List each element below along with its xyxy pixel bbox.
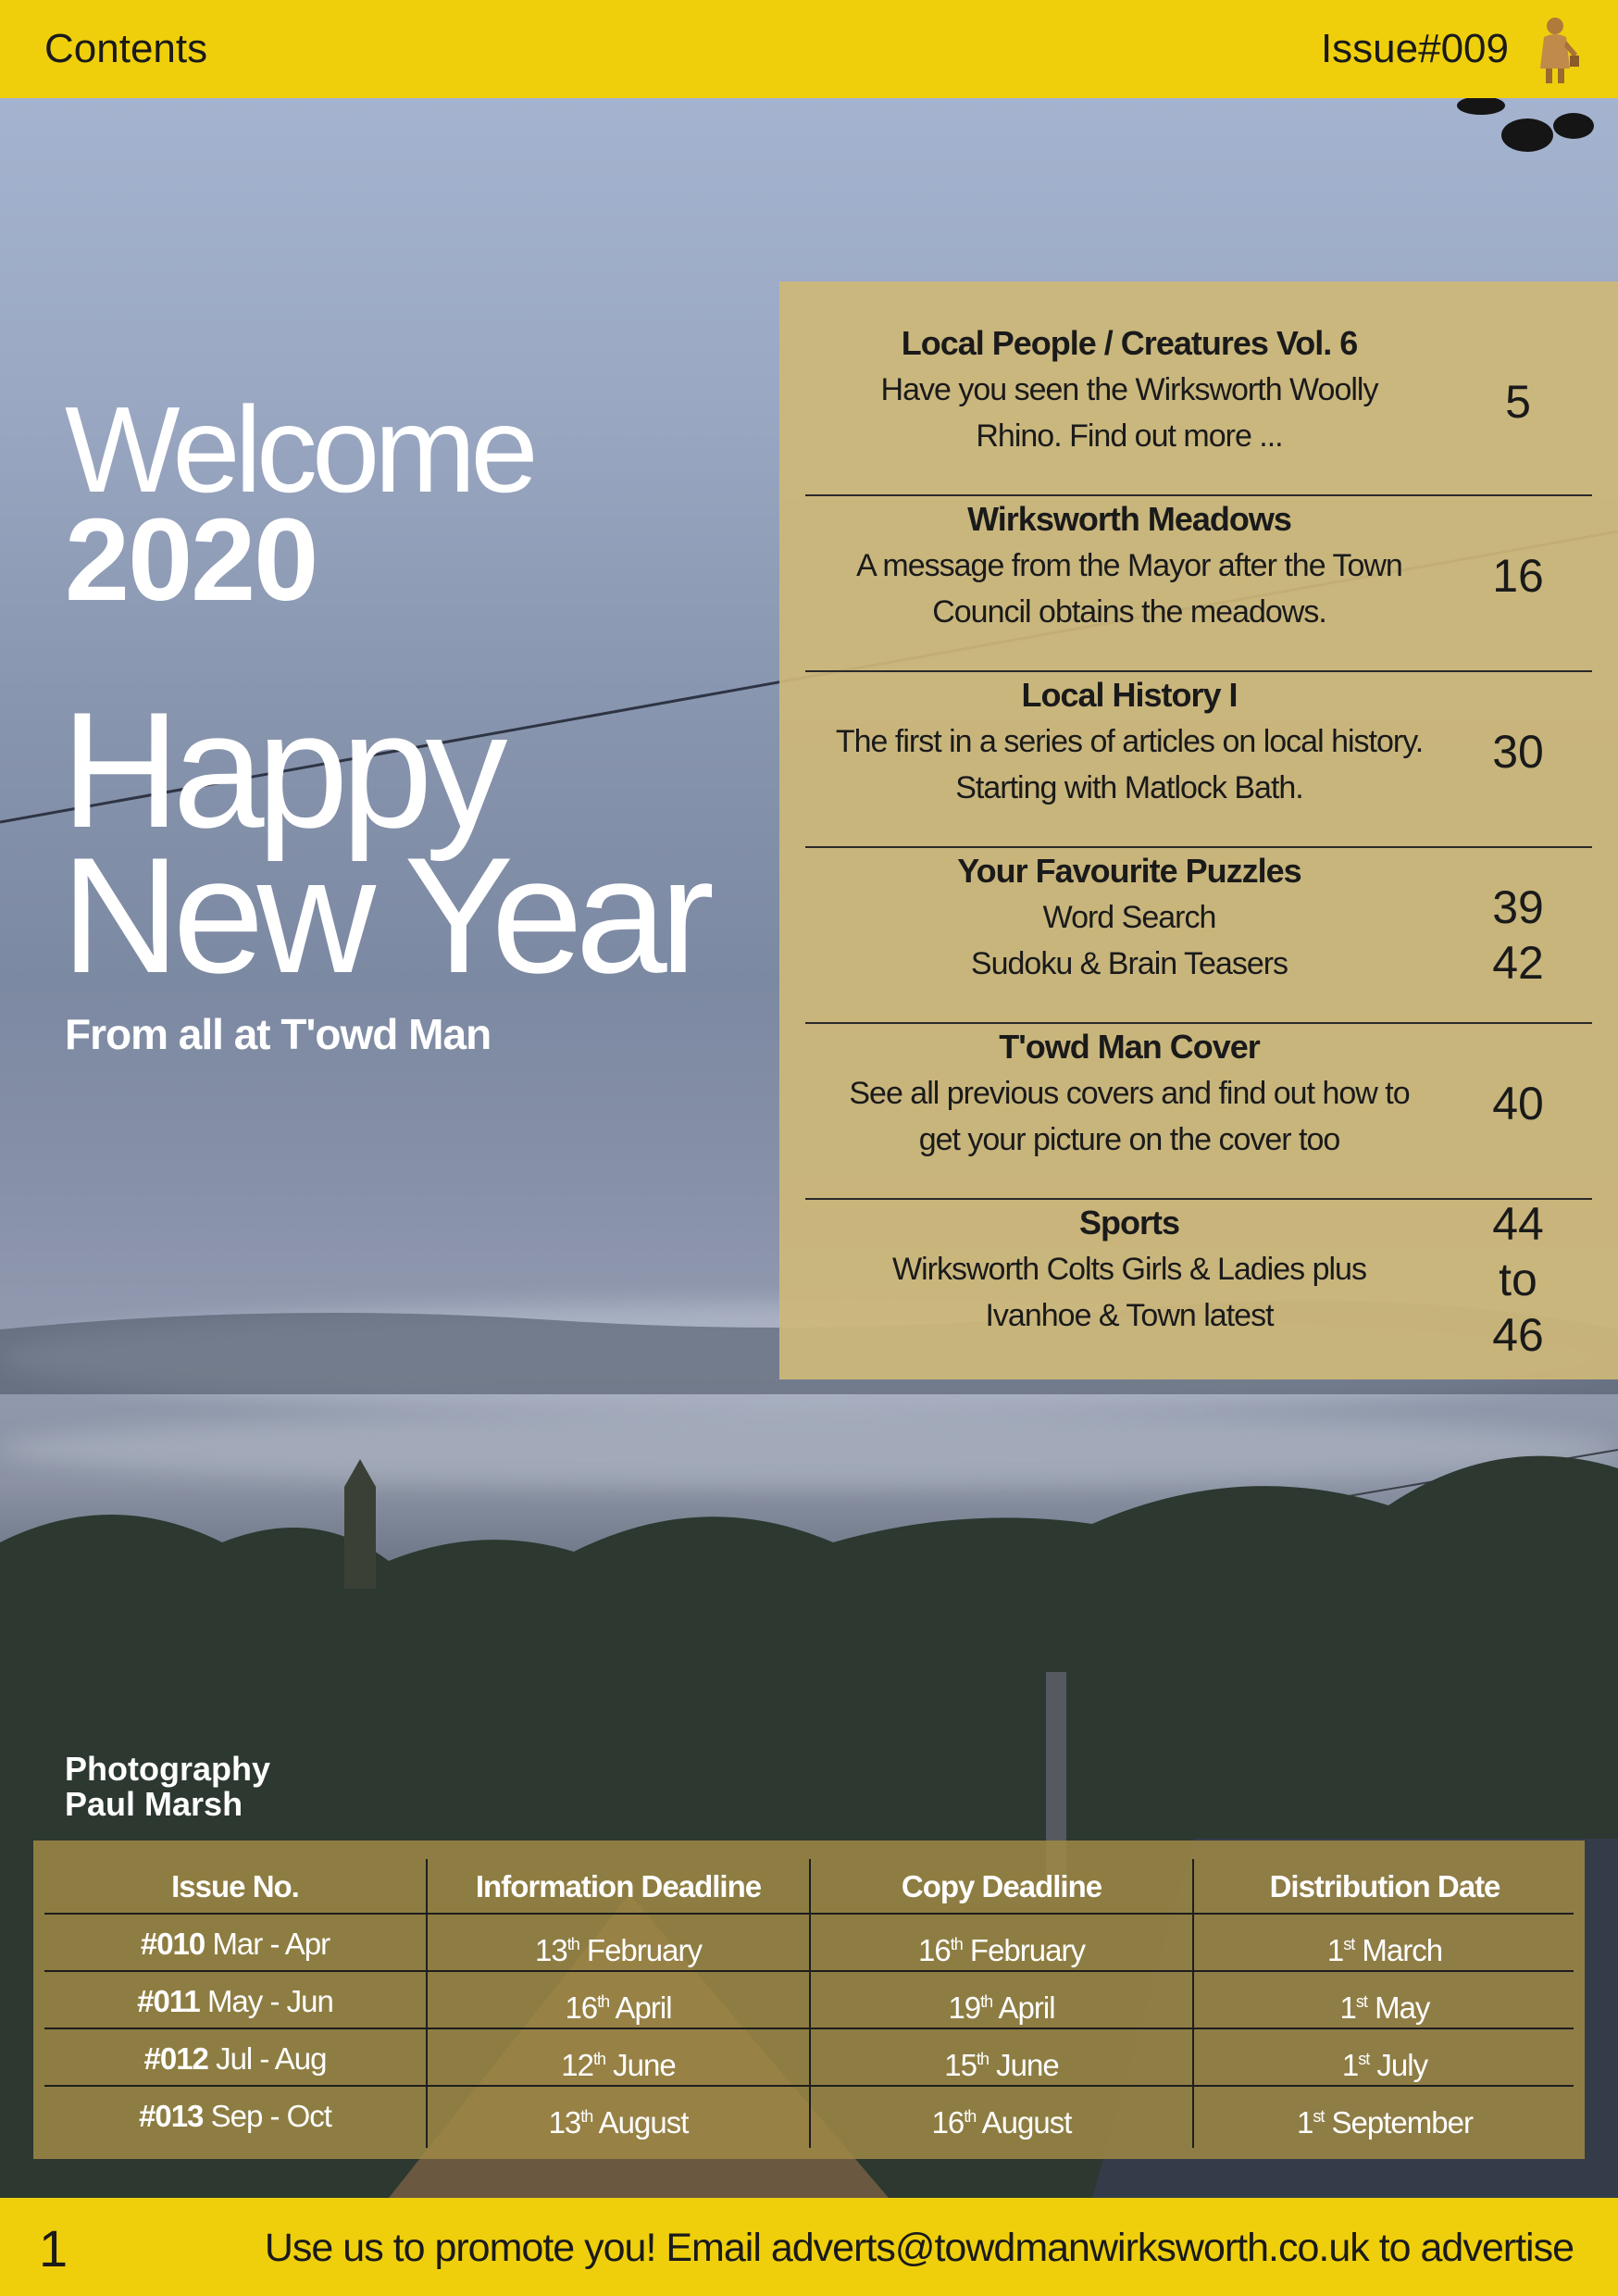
toc-desc: Starting with Matlock Bath. — [955, 770, 1303, 805]
toc-title: Your Favourite Puzzles — [957, 852, 1301, 890]
month: September — [1331, 2105, 1473, 2140]
toc-title: Local People / Creatures Vol. 6 — [901, 324, 1358, 362]
toc-desc: See all previous covers and find out how to — [849, 1076, 1410, 1111]
month: March — [1362, 1933, 1443, 1967]
month: August — [981, 2105, 1072, 2140]
issue-number: Issue#009 — [1320, 26, 1509, 71]
day: 16 — [931, 2105, 965, 2140]
day: 1 — [1339, 1990, 1356, 2025]
toc-title: T'owd Man Cover — [999, 1028, 1260, 1066]
issue-number-cell: #013 — [139, 2099, 204, 2133]
toc-page-to: to — [1499, 1254, 1537, 1305]
month: July — [1376, 2048, 1428, 2082]
footer-bar — [0, 2198, 1618, 2296]
ordinal: th — [964, 2107, 977, 2126]
toc-item[interactable] — [805, 848, 1592, 1024]
ordinal: th — [597, 1992, 610, 2011]
month: February — [969, 1933, 1085, 1967]
day: 1 — [1297, 2105, 1313, 2140]
info-deadline-cell — [428, 2040, 809, 2084]
copy-deadline-cell — [811, 1926, 1192, 1969]
ordinal: st — [1358, 2050, 1370, 2068]
day: 1 — [1341, 2048, 1359, 2082]
issue-number-cell: #011 — [137, 1984, 200, 2018]
month: August — [598, 2105, 689, 2140]
toc-page-numbers — [1462, 1196, 1574, 1363]
issue-months: Mar - Apr — [212, 1927, 330, 1961]
day: 13 — [535, 1933, 567, 1967]
toc-page-number: 46 — [1492, 1309, 1544, 1361]
welcome-heading: Welcome — [65, 381, 533, 518]
toc-page-number: 30 — [1492, 726, 1544, 778]
month: May — [1375, 1990, 1430, 2025]
day: 13 — [548, 2105, 581, 2140]
issue-cell — [44, 1926, 426, 1963]
month: June — [996, 2048, 1059, 2082]
copy-deadline-cell — [811, 2040, 1192, 2084]
day: 16 — [565, 1990, 598, 2025]
toc-title: Local History I — [1021, 676, 1238, 714]
section-title: Contents — [44, 26, 208, 71]
column-header: Issue No. — [171, 1869, 299, 1903]
distribution-date-cell — [1194, 1926, 1575, 1969]
issue-months: Sep - Oct — [210, 2099, 331, 2133]
photo-credit — [65, 1752, 270, 1822]
deadline-table — [33, 1841, 1585, 2159]
month: April — [615, 1990, 672, 2025]
month: April — [998, 1990, 1055, 2025]
toc-page-numbers — [1462, 880, 1574, 991]
column-header: Information Deadline — [475, 1869, 762, 1903]
toc-desc: Ivanhoe & Town latest — [985, 1298, 1274, 1333]
toc-page-number: 39 — [1492, 881, 1544, 933]
issue-cell — [44, 2040, 426, 2078]
row-divider — [44, 1913, 1574, 1915]
ordinal: st — [1343, 1935, 1355, 1953]
year-heading: 2020 — [65, 494, 317, 625]
column-header: Distribution Date — [1269, 1869, 1500, 1903]
toc-desc: Rhino. Find out more ... — [976, 418, 1283, 454]
toc-desc: Wirksworth Colts Girls & Ladies plus — [892, 1252, 1366, 1287]
issue-months: May - Jun — [206, 1984, 333, 2018]
towd-man-mascot-icon — [1527, 13, 1583, 87]
row-divider — [44, 2028, 1574, 2029]
row-divider — [44, 2085, 1574, 2087]
distribution-date-cell — [1194, 1983, 1575, 2027]
advertise-promo[interactable]: Use us to promote you! Email adverts@towdmanwirksworth.co.uk to advertise — [264, 2226, 1574, 2270]
toc-desc: get your picture on the cover too — [918, 1122, 1340, 1157]
issue-months: Jul - Aug — [216, 2041, 327, 2076]
toc-item[interactable] — [805, 1024, 1592, 1200]
issue-cell — [44, 1983, 426, 2020]
toc-page-number: 42 — [1492, 937, 1544, 989]
distribution-date-cell — [1194, 2040, 1575, 2084]
happy-line: Happy — [61, 678, 501, 862]
month: June — [613, 2048, 676, 2082]
toc-desc: A message from the Mayor after the Town — [856, 548, 1402, 583]
copy-deadline-cell — [811, 1983, 1192, 2027]
toc-desc: Sudoku & Brain Teasers — [970, 946, 1288, 981]
issue-cell — [44, 2098, 426, 2135]
day: 12 — [561, 2048, 593, 2082]
ordinal: st — [1355, 1992, 1367, 2011]
toc-page-number: 44 — [1492, 1198, 1544, 1250]
copy-deadline-cell — [811, 2098, 1192, 2141]
day: 1 — [1326, 1933, 1344, 1967]
ordinal: th — [580, 2107, 593, 2126]
toc-item[interactable] — [805, 320, 1592, 496]
toc-page-number: 16 — [1492, 550, 1544, 602]
toc-page-number: 5 — [1505, 376, 1531, 428]
issue-number-cell: #010 — [140, 1927, 205, 1961]
info-deadline-cell — [428, 1983, 809, 2027]
month: February — [586, 1933, 702, 1967]
ordinal: th — [592, 2050, 605, 2068]
distribution-date-cell — [1194, 2098, 1575, 2141]
toc-item[interactable] — [805, 496, 1592, 672]
ordinal: th — [980, 1992, 993, 2011]
header-bar — [0, 0, 1618, 98]
column-header: Copy Deadline — [901, 1869, 1102, 1903]
issue-number-cell: #012 — [143, 2041, 208, 2076]
toc-desc: Word Search — [1042, 900, 1216, 935]
ordinal: th — [950, 1935, 963, 1953]
ordinal: th — [566, 1935, 579, 1953]
toc-desc: The first in a series of articles on local history. — [835, 724, 1424, 759]
contents-panel — [779, 281, 1618, 1379]
day: 19 — [948, 1990, 981, 2025]
toc-item[interactable] — [805, 672, 1592, 848]
credit-name: Paul Marsh — [65, 1785, 243, 1823]
toc-desc: Council obtains the meadows. — [932, 594, 1326, 630]
from-line: From all at T'owd Man — [65, 1010, 492, 1058]
ordinal: st — [1313, 2107, 1325, 2126]
happy-new-year-heading — [61, 678, 707, 1007]
day: 15 — [944, 2048, 977, 2082]
ordinal: th — [976, 2050, 989, 2068]
new-year-line: New Year — [61, 822, 707, 1007]
credit-label: Photography — [65, 1750, 270, 1788]
toc-title: Wirksworth Meadows — [967, 500, 1291, 538]
info-deadline-cell — [428, 2098, 809, 2141]
info-deadline-cell — [428, 1926, 809, 1969]
toc-title: Sports — [1078, 1204, 1179, 1242]
day: 16 — [918, 1933, 951, 1967]
page-number: 1 — [39, 2219, 68, 2277]
toc-desc: Have you seen the Wirksworth Woolly — [880, 372, 1378, 407]
toc-item[interactable] — [805, 1200, 1592, 1376]
toc-page-number: 40 — [1492, 1078, 1544, 1129]
row-divider — [44, 1970, 1574, 1972]
